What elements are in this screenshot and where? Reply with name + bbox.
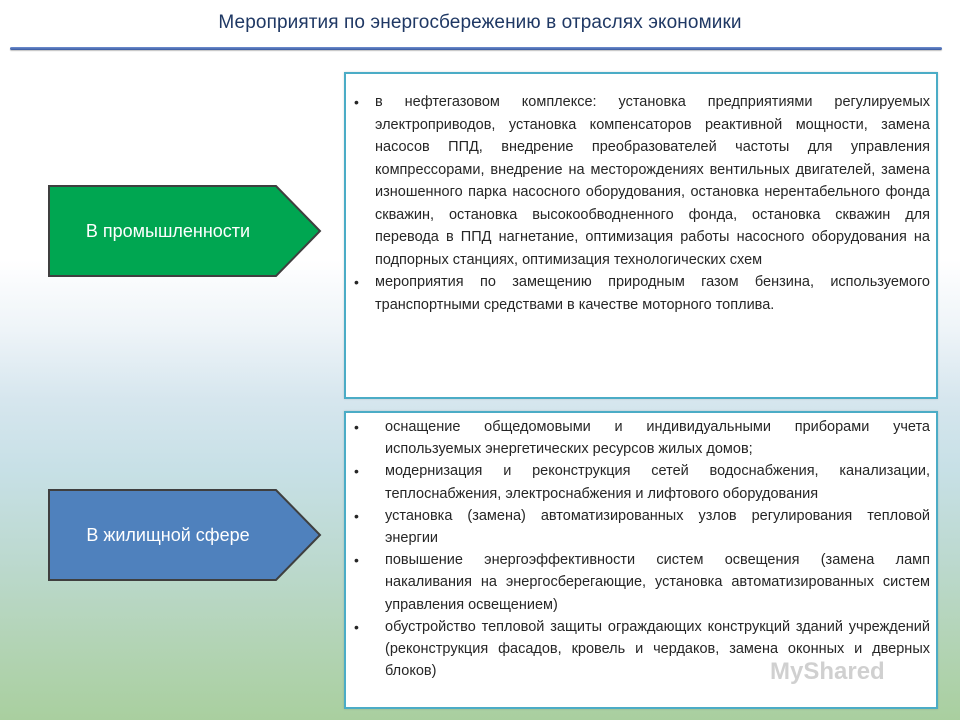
- list-item: • повышение энергоэффективности систем освещения (замена ламп накаливания на энергосберегающие, установка автоматизированных систем управления освещением): [385, 549, 930, 616]
- watermark-logo: MyShared: [770, 658, 885, 685]
- industry-label: В промышленности: [85, 220, 251, 241]
- housing-arrow-shape: [48, 489, 322, 581]
- list-item: • обустройство тепловой защиты ограждающих конструкций зданий учреждений (реконструкция фасадов, кровель и чердаков, замена оконных и дверных блоков): [385, 616, 930, 683]
- list-item: • установка (замена) автоматизированных узлов регулирования тепловой энергии: [385, 505, 930, 549]
- list-item: • модернизация и реконструкция сетей водоснабжения, канализации, теплоснабжения, электроснабжения и лифтового оборудования: [385, 460, 930, 504]
- industry-measures-list: [375, 91, 930, 316]
- housing-measures-list: [385, 416, 930, 682]
- title-divider: [10, 47, 942, 50]
- list-item: • оснащение общедомовыми и индивидуальными приборами учета используемых энергетических ресурсов жилых домов;: [385, 416, 930, 460]
- housing-label: В жилищной сфере: [86, 524, 250, 545]
- industry-arrow-shape: [48, 185, 322, 277]
- list-item: • мероприятия по замещению природным газом бензина, используемого транспортными средствами в качестве моторного топлива.: [375, 271, 930, 316]
- industry-measures-panel: [344, 72, 938, 399]
- page-title: Мероприятия по энергосбережению в отраслях экономики: [218, 12, 742, 33]
- list-item: • в нефтегазовом комплексе: установка предприятиями регулируемых электроприводов, установка компенсаторов реактивной мощности, замена насосов ППД, внедрение преобразователей частоты для управления компрессорами, внедрение на месторождениях вентильных двигателей, замена изношенного парка насосного оборудования, остановка нерентабельного фонда скважин, остановка высокообводненного фонда, остановка скважин для перевода в ППД нагнетание, оптимизация работы насосного оборудования на подпорных станциях, оптимизация технологических схем: [375, 91, 930, 271]
